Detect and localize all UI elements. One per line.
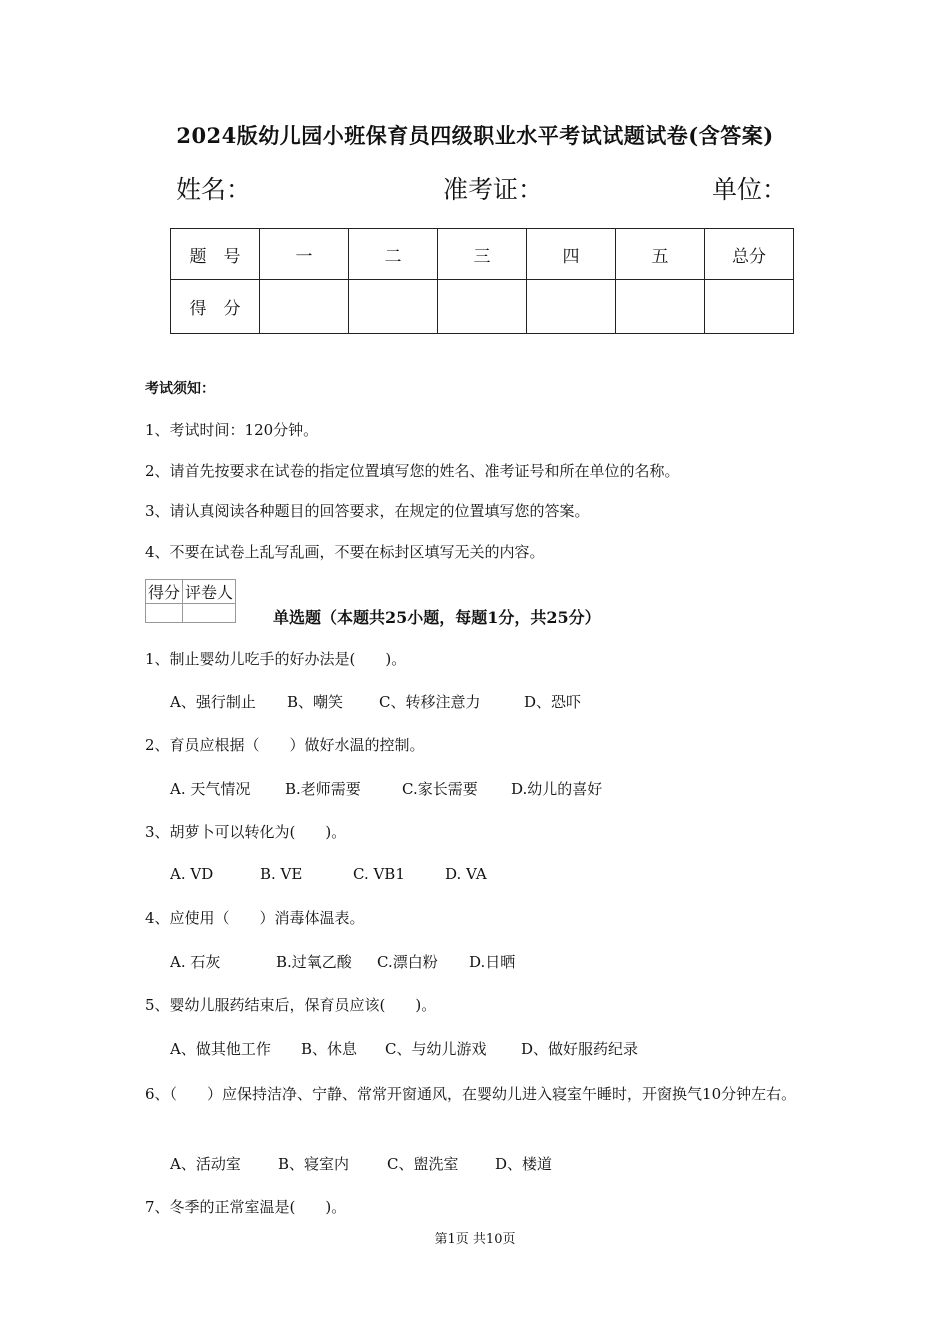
section-title: 单选题（本题共25小题，每题1分，共25分）: [273, 608, 601, 627]
option: A. 石灰: [170, 953, 221, 971]
option: C、转移注意力: [379, 693, 481, 711]
notice-item: 1、考试时间：120分钟。: [145, 421, 319, 439]
question-stem: 3、胡萝卜可以转化为( )。: [145, 823, 347, 841]
option: B、嘲笑: [287, 693, 344, 711]
option: B、休息: [301, 1040, 358, 1058]
score-table-header-cell: 二: [349, 229, 438, 280]
question-options: [170, 778, 602, 799]
option: C、盥洗室: [387, 1155, 459, 1173]
exam-id-field-label: 准考证：: [443, 175, 544, 204]
grader-score-cell[interactable]: [146, 604, 183, 623]
score-cell[interactable]: [260, 280, 349, 334]
document-title: 2024版幼儿园小班保育员四级职业水平考试试题试卷(含答案): [176, 123, 774, 148]
option: A. 天气情况: [170, 780, 251, 798]
notice-title: 考试须知：: [145, 381, 215, 397]
score-table-header-cell: 总分: [705, 229, 794, 280]
score-table: [170, 228, 794, 334]
question-stem: 4、应使用（ ）消毒体温表。: [145, 909, 365, 927]
question-options: [170, 865, 487, 883]
score-row-label: 得 分: [171, 280, 260, 334]
option: C.家长需要: [402, 780, 478, 798]
option: C.漂白粉: [377, 953, 438, 971]
option: B、寝室内: [278, 1155, 350, 1173]
option: D、恐吓: [524, 693, 582, 711]
notice-item: 3、请认真阅读各种题目的回答要求，在规定的位置填写您的答案。: [145, 502, 590, 520]
option: D.日晒: [469, 953, 516, 971]
score-table-header-row: [171, 229, 794, 280]
score-table-score-row: [171, 280, 794, 334]
question-stem: 7、冬季的正常室温是( )。: [145, 1198, 347, 1216]
grader-name-label: 评卷人: [183, 580, 236, 604]
option: A、强行制止: [170, 693, 256, 711]
question-stem: 6、（ ）应保持洁净、宁静、常常开窗通风，在婴幼儿进入寝室午睡时，开窗换气10分钟左右。: [145, 1085, 797, 1103]
score-table-header-cell: 四: [527, 229, 616, 280]
unit-field-label: 单位：: [712, 175, 788, 204]
option: A、活动室: [170, 1155, 241, 1173]
question-options: [170, 951, 515, 972]
option: B.过氧乙酸: [276, 953, 352, 971]
question-options: [170, 1038, 638, 1059]
option: D.幼儿的喜好: [511, 780, 603, 798]
option: B.老师需要: [285, 780, 361, 798]
option: A、做其他工作: [170, 1040, 271, 1058]
grader-box: [145, 579, 236, 623]
question-stem: 1、制止婴幼儿吃手的好办法是( )。: [145, 650, 407, 668]
notice-item: 4、不要在试卷上乱写乱画，不要在标封区填写无关的内容。: [145, 543, 545, 561]
option: A. VD: [170, 865, 214, 883]
score-cell[interactable]: [616, 280, 705, 334]
score-cell[interactable]: [349, 280, 438, 334]
grader-name-cell[interactable]: [183, 604, 236, 623]
option: D、做好服药纪录: [521, 1040, 639, 1058]
score-cell[interactable]: [438, 280, 527, 334]
grader-score-label: 得分: [146, 580, 183, 604]
notice-item: 2、请首先按要求在试卷的指定位置填写您的姓名、准考证号和所在单位的名称。: [145, 462, 680, 480]
option: C、与幼儿游戏: [385, 1040, 487, 1058]
option: D. VA: [445, 865, 487, 883]
question-stem: 5、婴幼儿服药结束后，保育员应该( )。: [145, 996, 437, 1014]
score-table-header-cell: 三: [438, 229, 527, 280]
score-cell[interactable]: [705, 280, 794, 334]
option: B. VE: [260, 865, 303, 883]
question-stem: 2、育员应根据（ ）做好水温的控制。: [145, 736, 425, 754]
score-cell[interactable]: [527, 280, 616, 334]
score-table-header-cell: 题 号: [171, 229, 260, 280]
score-table-header-cell: 五: [616, 229, 705, 280]
name-field-label: 姓名：: [176, 175, 252, 204]
page-footer: 第1页 共10页: [434, 1232, 516, 1247]
option: C. VB1: [353, 865, 405, 883]
question-options: [170, 1153, 552, 1174]
score-table-header-cell: 一: [260, 229, 349, 280]
question-options: [170, 691, 581, 712]
option: D、楼道: [495, 1155, 553, 1173]
